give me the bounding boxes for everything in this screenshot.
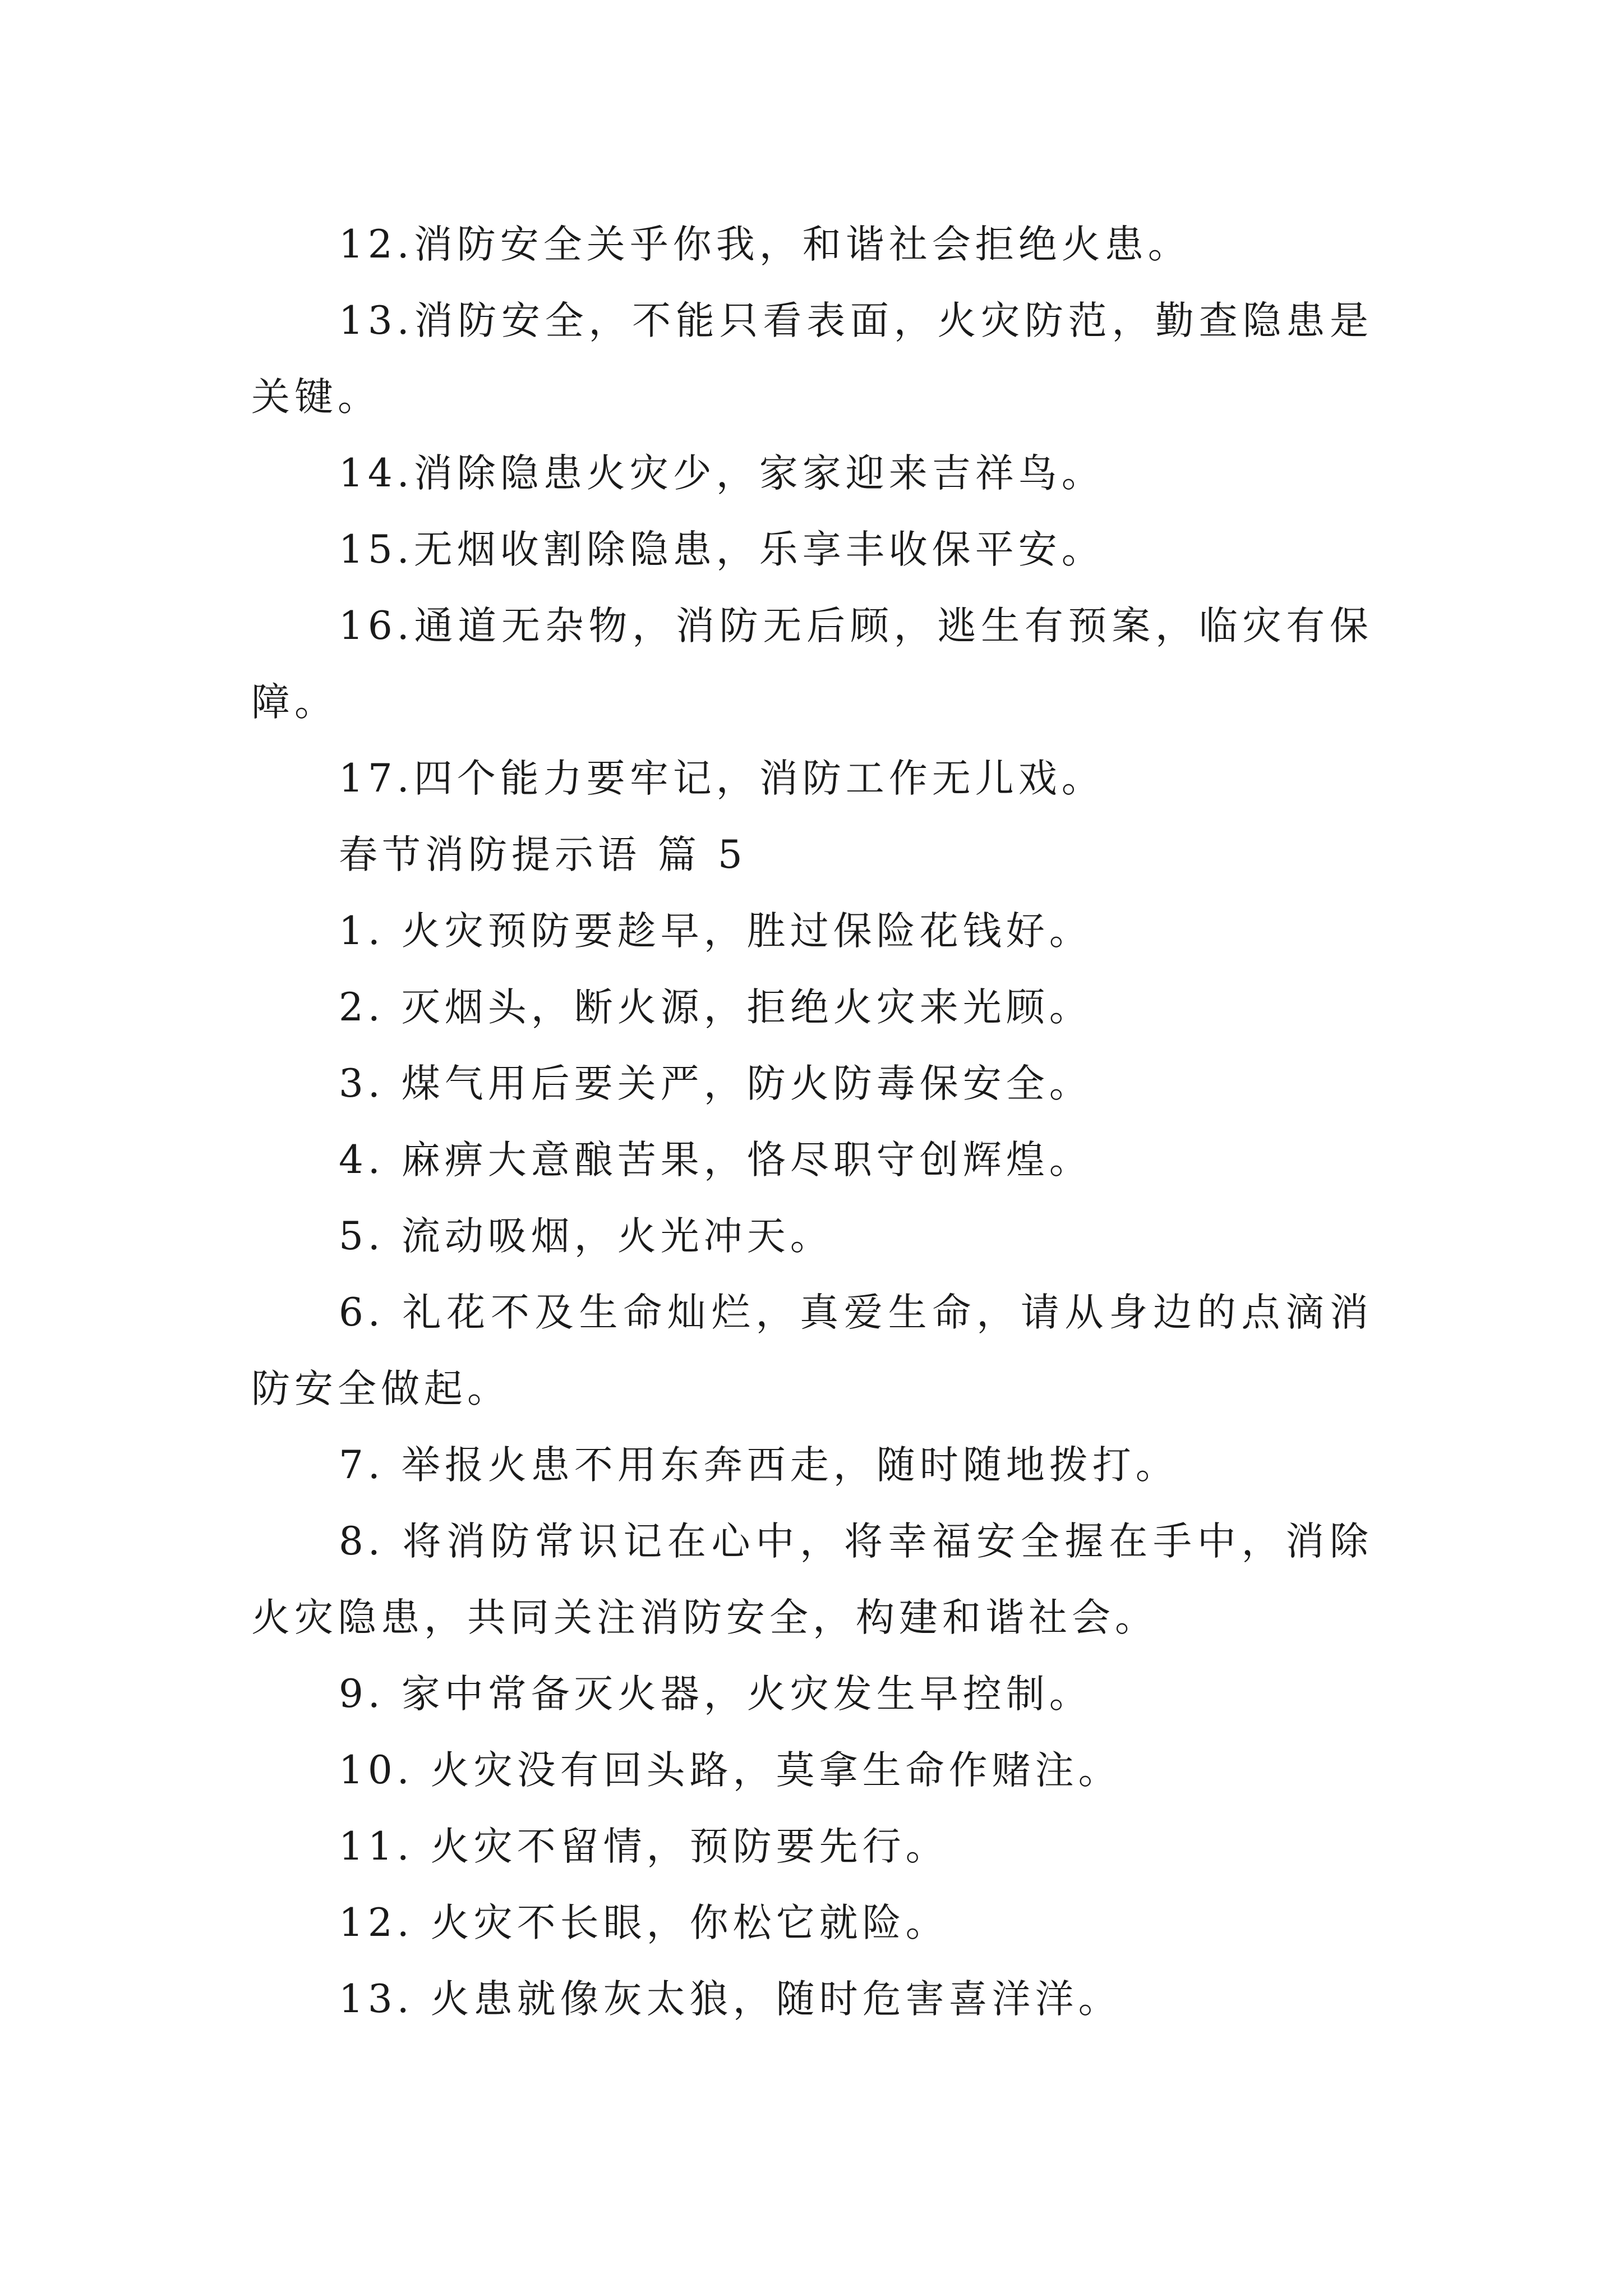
list-item-6: 6. 礼花不及生命灿烂，真爱生命，请从身边的点滴消防安全做起。 bbox=[251, 1290, 1373, 1411]
list-item-2: 2. 灭烟头，断火源，拒绝火灾来光顾。 bbox=[339, 985, 1092, 1030]
list-item-12: 12. 火灾不长眼，你松它就险。 bbox=[339, 1901, 949, 1945]
section-heading: 春节消防提示语 篇 5 bbox=[339, 832, 747, 877]
list-item-4: 4. 麻痹大意酿苦果，恪尽职守创辉煌。 bbox=[339, 1138, 1092, 1182]
list-item-13: 13. 火患就像灰太狼，随时危害喜洋洋。 bbox=[339, 1977, 1122, 2022]
list-item-5: 5. 流动吸烟，火光冲天。 bbox=[339, 1214, 833, 1259]
paragraph-slogan-16: 16.通道无杂物，消防无后顾，逃生有预案，临灾有保障。 bbox=[251, 604, 1373, 725]
list-item-11: 11. 火灾不留情，预防要先行。 bbox=[339, 1824, 949, 1869]
list-item-3: 3. 煤气用后要关严，防火防毒保安全。 bbox=[339, 1061, 1092, 1106]
document-body bbox=[251, 206, 1373, 2037]
paragraph-slogan-17: 17.四个能力要牢记，消防工作无儿戏。 bbox=[339, 756, 1105, 801]
paragraph-slogan-12: 12.消防安全关乎你我，和谐社会拒绝火患。 bbox=[339, 222, 1191, 267]
list-item-10: 10. 火灾没有回头路，莫拿生命作赌注。 bbox=[339, 1748, 1122, 1793]
list-item-7: 7. 举报火患不用东奔西走，随时随地拨打。 bbox=[339, 1443, 1179, 1488]
list-item-1: 1. 火灾预防要趁早，胜过保险花钱好。 bbox=[339, 909, 1092, 954]
list-item-8: 8. 将消防常识记在心中，将幸福安全握在手中，消除火灾隐患，共同关注消防安全，构建和谐社会。 bbox=[251, 1519, 1373, 1640]
paragraph-slogan-13: 13.消防安全，不能只看表面，火灾防范，勤查隐患是关键。 bbox=[251, 298, 1373, 420]
paragraph-slogan-15: 15.无烟收割除隐患，乐享丰收保平安。 bbox=[339, 527, 1105, 572]
paragraph-slogan-14: 14.消除隐患火灾少，家家迎来吉祥鸟。 bbox=[339, 451, 1105, 496]
list-item-9: 9. 家中常备灭火器，火灾发生早控制。 bbox=[339, 1672, 1092, 1717]
